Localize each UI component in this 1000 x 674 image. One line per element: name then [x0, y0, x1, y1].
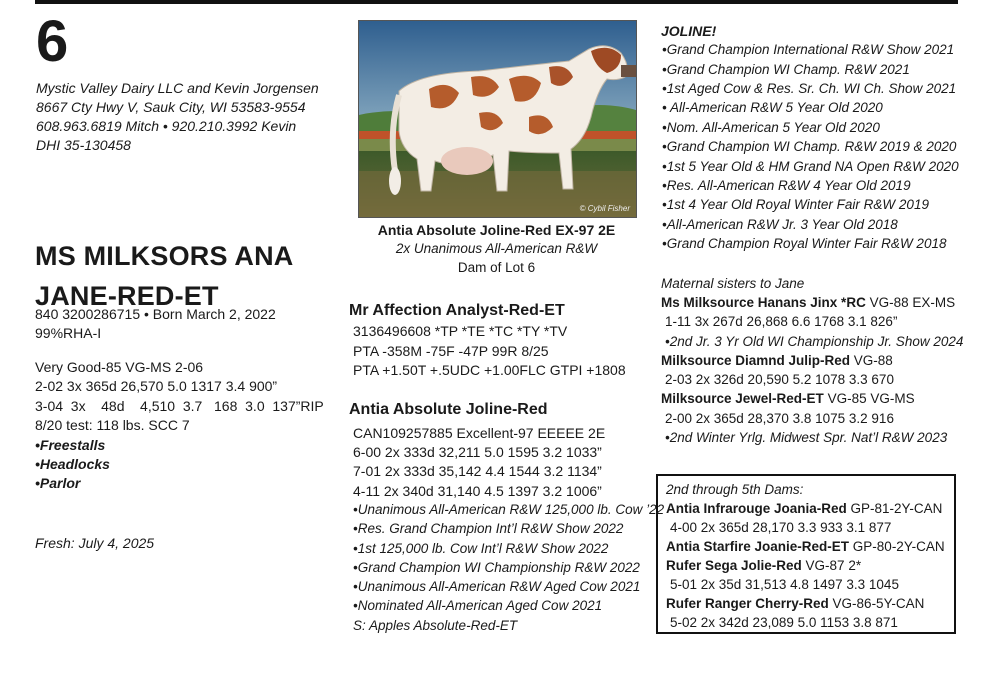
ancestor-dam	[666, 539, 945, 554]
housing-item: •Freestalls	[35, 437, 106, 453]
photo-caption-dam: Dam of Lot 6	[457, 260, 536, 275]
joline-honor: •1st Aged Cow & Res. Sr. Ch. WI Ch. Show 2021	[662, 81, 957, 96]
top-rule	[35, 0, 958, 4]
ancestor-class: GP-80-2Y-CAN	[849, 539, 945, 554]
sire-line: 3136496608 *TP *TE *TC *TY *TV	[353, 323, 568, 339]
sister-name: Ms Milksource Hanans Jinx *RC	[661, 295, 866, 310]
joline-honor: •Grand Champion International R&W Show 2021	[662, 42, 955, 57]
joline-honor: •1st 5 Year Old & HM Grand NA Open R&W 2020	[662, 159, 959, 174]
maternal-sisters-heading: Maternal sisters to Jane	[661, 276, 805, 291]
ancestor-record: 5-01 2x 35d 31,513 4.8 1497 3.3 1045	[670, 577, 899, 592]
consignor-phone: 608.963.6819 Mitch • 920.210.3992 Kevin	[36, 118, 297, 134]
ancestor-name: Rufer Ranger Cherry-Red	[666, 596, 829, 611]
lot-number: 6	[36, 9, 69, 74]
sire-name: Mr Affection Analyst-Red-ET	[349, 302, 565, 319]
dam-honor: •Nominated All-American Aged Cow 2021	[353, 598, 603, 613]
dams-box-heading: 2nd through 5th Dams:	[666, 482, 804, 497]
fresh-date: Fresh: July 4, 2025	[35, 535, 155, 551]
cow-photo	[358, 20, 637, 218]
ancestor-record: 4-00 2x 365d 28,170 3.3 933 3.1 877	[670, 520, 892, 535]
photo-caption-title: Antia Absolute Joline-Red EX-97 2E	[377, 222, 616, 238]
ancestor-dam	[666, 596, 924, 611]
sister-class: VG-85 VG-MS	[823, 391, 915, 406]
photo-caption-sub: 2x Unanimous All-American R&W	[395, 241, 598, 256]
sister-name: Milksource Jewel-Red-ET	[661, 391, 824, 406]
joline-honor: •1st 4 Year Old Royal Winter Fair R&W 2019	[662, 197, 929, 212]
housing-item: •Headlocks	[35, 456, 110, 472]
sister-record: 1-11 3x 267d 26,868 6.6 1768 3.1 826”	[665, 314, 898, 329]
sister-note: •2nd Winter Yrlg. Midwest Spr. Nat’l R&W 2023	[665, 430, 948, 445]
joline-honor: •Res. All-American R&W 4 Year Old 2019	[662, 178, 911, 193]
dam-record: 7-01 2x 333d 35,142 4.4 1544 3.2 1134”	[353, 463, 602, 479]
dam-sire: S: Apples Absolute-Red-ET	[353, 618, 518, 633]
ancestor-name: Rufer Sega Jolie-Red	[666, 558, 802, 573]
animal-id-born: 840 3200286715 • Born March 2, 2022	[35, 306, 276, 322]
animal-record: 3-04 3x 48d 4,510 3.7 168 3.0 137”RIP	[35, 398, 324, 414]
animal-name	[35, 236, 294, 316]
dam-honor: •Unanimous All-American R&W 125,000 lb. Cow ’22	[353, 502, 665, 517]
dam-honor: •1st 125,000 lb. Cow Int’l R&W Show 2022	[353, 541, 609, 556]
joline-honor: •Grand Champion Royal Winter Fair R&W 2018	[662, 236, 947, 251]
dam-name: Antia Absolute Joline-Red	[349, 401, 548, 418]
sister-note: •2nd Jr. 3 Yr Old WI Championship Jr. Show 2024	[665, 334, 964, 349]
joline-heading: JOLINE!	[661, 23, 717, 39]
ancestor-class: VG-87 2*	[801, 558, 862, 573]
consignor-address: 8667 Cty Hwy V, Sauk City, WI 53583-9554	[36, 99, 306, 115]
sister-1	[661, 295, 955, 310]
joline-honor: •Grand Champion WI Champ. R&W 2019 & 2020	[662, 139, 957, 154]
cow-illustration	[359, 21, 636, 217]
ancestor-dam	[666, 558, 861, 573]
dam-record: 6-00 2x 333d 32,211 5.0 1595 3.2 1033”	[353, 444, 602, 460]
sister-class: VG-88 EX-MS	[865, 295, 956, 310]
consignor-dhi: DHI 35-130458	[36, 137, 131, 153]
ancestor-dam	[666, 501, 942, 516]
joline-honor: •Nom. All-American 5 Year Old 2020	[662, 120, 880, 135]
sister-3	[661, 391, 915, 406]
dams-box	[656, 474, 956, 634]
dam-honor: •Grand Champion WI Championship R&W 2022	[353, 560, 640, 575]
dam-record: 4-11 2x 340d 31,140 4.5 1397 3.2 1006”	[353, 483, 602, 499]
ancestor-class: VG-86-5Y-CAN	[828, 596, 925, 611]
photo-watermark: © Cybil Fisher	[579, 204, 630, 213]
dam-honor: •Res. Grand Champion Int’l R&W Show 2022	[353, 521, 624, 536]
animal-rha: 99%RHA-I	[35, 325, 102, 341]
sister-class: VG-88	[850, 353, 893, 368]
sire-line: PTA -358M -75F -47P 99R 8/25	[353, 343, 549, 359]
animal-name-line1: MS MILKSORS ANA	[35, 241, 294, 271]
joline-honor: • All-American R&W 5 Year Old 2020	[662, 100, 883, 115]
animal-record: 2-02 3x 365d 26,570 5.0 1317 3.4 900”	[35, 378, 278, 394]
sister-record: 2-03 2x 326d 20,590 5.2 1078 3.3 670	[665, 372, 894, 387]
animal-name-line2: JANE-RED-ET	[35, 281, 219, 311]
dam-honor: •Unanimous All-American R&W Aged Cow 2021	[353, 579, 641, 594]
sire-line: PTA +1.50T +.5UDC +1.00FLC GTPI +1808	[353, 362, 626, 378]
housing-item: •Parlor	[35, 475, 81, 491]
sister-2	[661, 353, 893, 368]
animal-test: 8/20 test: 118 lbs. SCC 7	[35, 417, 190, 433]
dam-id: CAN109257885 Excellent-97 EEEEE 2E	[353, 425, 606, 441]
consignor-line: Mystic Valley Dairy LLC and Kevin Jorgensen	[36, 80, 319, 96]
animal-classification: Very Good-85 VG-MS 2-06	[35, 359, 204, 375]
ancestor-record: 5-02 2x 342d 23,089 5.0 1153 3.8 871	[670, 615, 898, 630]
joline-honor: •All-American R&W Jr. 3 Year Old 2018	[662, 217, 898, 232]
ancestor-name: Antia Infrarouge Joania-Red	[666, 501, 847, 516]
ancestor-class: GP-81-2Y-CAN	[846, 501, 943, 516]
sister-name: Milksource Diamnd Julip-Red	[661, 353, 851, 368]
joline-honor: •Grand Champion WI Champ. R&W 2021	[662, 62, 910, 77]
ancestor-name: Antia Starfire Joanie-Red-ET	[666, 539, 850, 554]
sister-record: 2-00 2x 365d 28,370 3.8 1075 3.2 916	[665, 411, 894, 426]
